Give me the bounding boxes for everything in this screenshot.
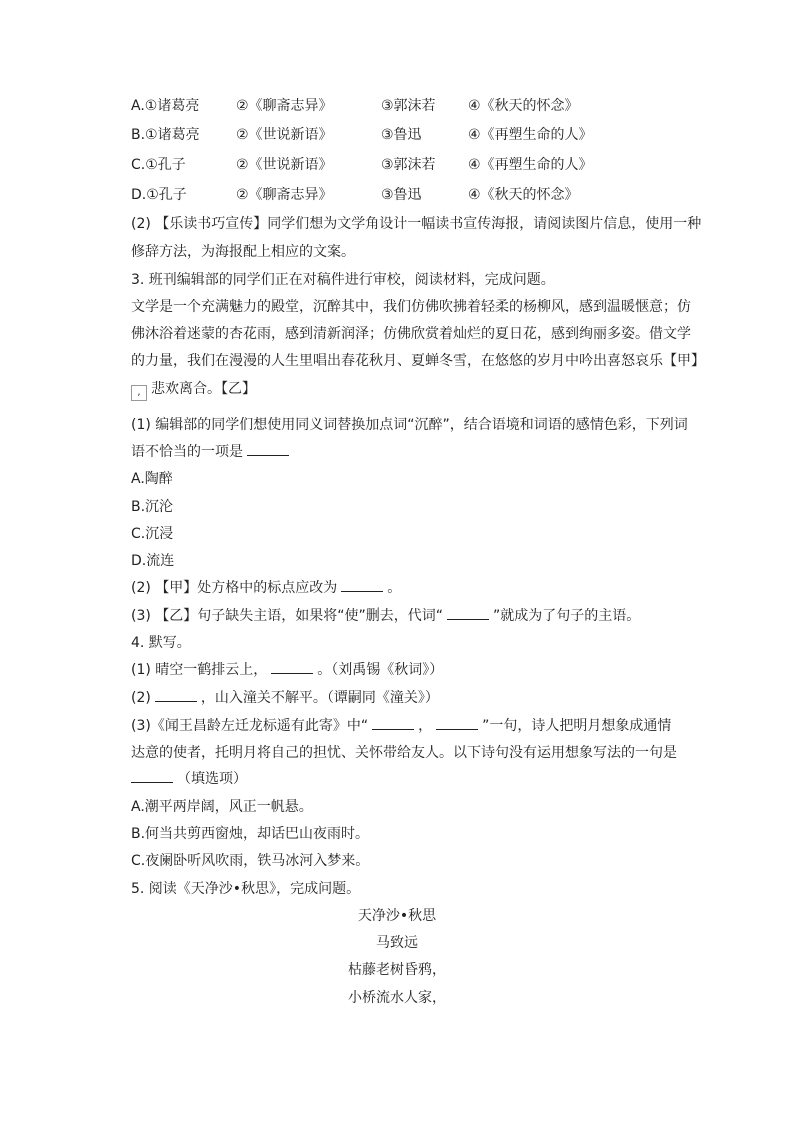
option-d-item3: ③鲁迅 [381,187,422,203]
answer-blank[interactable] [131,769,173,783]
question-4-heading: 4. 默写。 [131,635,191,651]
question-4-3-choice-c: C.夜阑卧听风吹雨，铁马冰河入梦来。 [131,853,370,869]
answer-blank[interactable] [271,660,313,674]
choice-d: D.流连 [131,553,175,569]
question-4-3-end: ”一句，诗人把明月想象成通情 [482,718,672,734]
question-4-1-end: 。（刘禹锡《秋词》） [317,662,444,678]
question-3-1-line1: (1) 编辑部的同学们想使用同义词替换加点词“沉醉”，结合语境和词语的感情色彩，下列词 [131,417,688,433]
passage-line-3: 的力量，我们在漫漫的人生里唱出春花秋月、夏蝉冬雪，在悠悠的岁月中吟出喜怒哀乐【甲】 [131,353,705,369]
option-c-item4: ④《再塑生命的人》 [468,157,593,173]
question-2-2-line1: (2) 【乐读书巧宣传】同学们想为文学角设计一幅读书宣传海报，请阅读图片信息，使用一种 [131,216,702,232]
option-row-a [131,96,651,116]
answer-blank[interactable] [155,688,197,702]
question-3-3-text: (3) 【乙】句子缺失主语，如果将“使”删去，代词“ [131,608,444,624]
option-a-item3: ③郭沫若 [381,98,436,114]
poem-title: 天净沙•秋思 [357,908,437,924]
option-c-letter: C.①孔子 [131,157,186,173]
choice-c: C.沉浸 [131,526,174,542]
poem-line-1: 枯藤老树昏鸦， [348,962,446,978]
question-3-1-text: 语不恰当的一项是 [131,444,243,460]
passage-line-2: 佛沐浴着迷蒙的杏花雨，感到清新润泽；仿佛欣赏着灿烂的夏日花，感到绚丽多姿。借文学 [131,326,691,342]
answer-blank[interactable] [447,606,489,620]
question-4-3-hint: （填选项） [177,771,247,787]
option-b-letter: B.①诸葛亮 [131,127,200,143]
question-3-3 [131,606,640,626]
option-a-item2: ②《聊斋志异》 [236,98,333,114]
question-5-heading: 5. 阅读《天净沙•秋思》，完成问题。 [131,881,361,897]
option-c-item3: ③郭沫若 [381,157,436,173]
option-d-letter: D.①孔子 [131,187,187,203]
option-c-item2: ②《世说新语》 [236,157,333,173]
question-4-2-text: (2) [131,690,151,706]
question-4-3-comma: ， [418,718,433,734]
question-3-heading: 3. 班刊编辑部的同学们正在对稿件进行审校，阅读材料，完成问题。 [131,272,555,288]
passage-line-1: 文学是一个充满魅力的殿堂，沉醉其中，我们仿佛吹拂着轻柔的杨柳风，感到温暖惬意；仿 [131,299,691,315]
question-3-2-end: 。 [387,580,402,596]
option-d-item2: ②《聊斋志异》 [236,187,333,203]
question-4-2 [131,688,439,708]
question-3-1-line2 [131,442,293,462]
answer-blank[interactable] [372,716,414,730]
question-4-3-line2: 达意的使者，托明月将自己的担忧、关怀带给友人。以下诗句没有运用想象写法的一句是 [131,745,677,761]
answer-blank[interactable] [436,716,478,730]
question-3-2-text: (2) 【甲】处方格中的标点应改为 [131,580,338,596]
punctuation-box: , [131,385,147,401]
option-row-c [131,155,651,175]
answer-blank[interactable] [341,578,383,592]
option-d-item4: ④《秋天的怀念》 [468,187,579,203]
choice-a: A.陶醉 [131,471,173,487]
choice-b: B.沉沦 [131,499,174,515]
passage-line-4: 悲欢离合。【乙】 [151,381,256,397]
option-row-b [131,125,651,145]
poem-line-2: 小桥流水人家， [348,990,446,1006]
question-4-3-line1 [131,716,671,736]
question-4-3-choice-a: A.潮平两岸阔，风正一帆悬。 [131,799,313,815]
option-b-item2: ②《世说新语》 [236,127,333,143]
question-3-3-end: ”就成为了句子的主语。 [493,608,641,624]
question-3-2 [131,578,401,598]
question-2-2-line2: 修辞方法，为海报配上相应的文案。 [131,244,355,260]
option-a-item4: ④《秋天的怀念》 [468,98,579,114]
option-b-item3: ③鲁迅 [381,127,422,143]
question-4-3-line3 [131,769,247,789]
question-4-1-text: (1) 晴空一鹤排云上， [131,662,268,678]
question-4-3-text: (3)《闻王昌龄左迁龙标遥有此寄》中“ [131,718,369,734]
question-4-3-choice-b: B.何当共剪西窗烛，却话巴山夜雨时。 [131,826,370,842]
question-4-1 [131,660,443,680]
poem-author: 马致远 [376,935,418,951]
option-b-item4: ④《再塑生命的人》 [468,127,593,143]
question-4-2-end: ，山入潼关不解平。（谭嗣同《潼关》） [200,690,439,706]
answer-blank[interactable] [247,442,289,456]
option-a-letter: A.①诸葛亮 [131,98,200,114]
option-row-d [131,185,651,205]
